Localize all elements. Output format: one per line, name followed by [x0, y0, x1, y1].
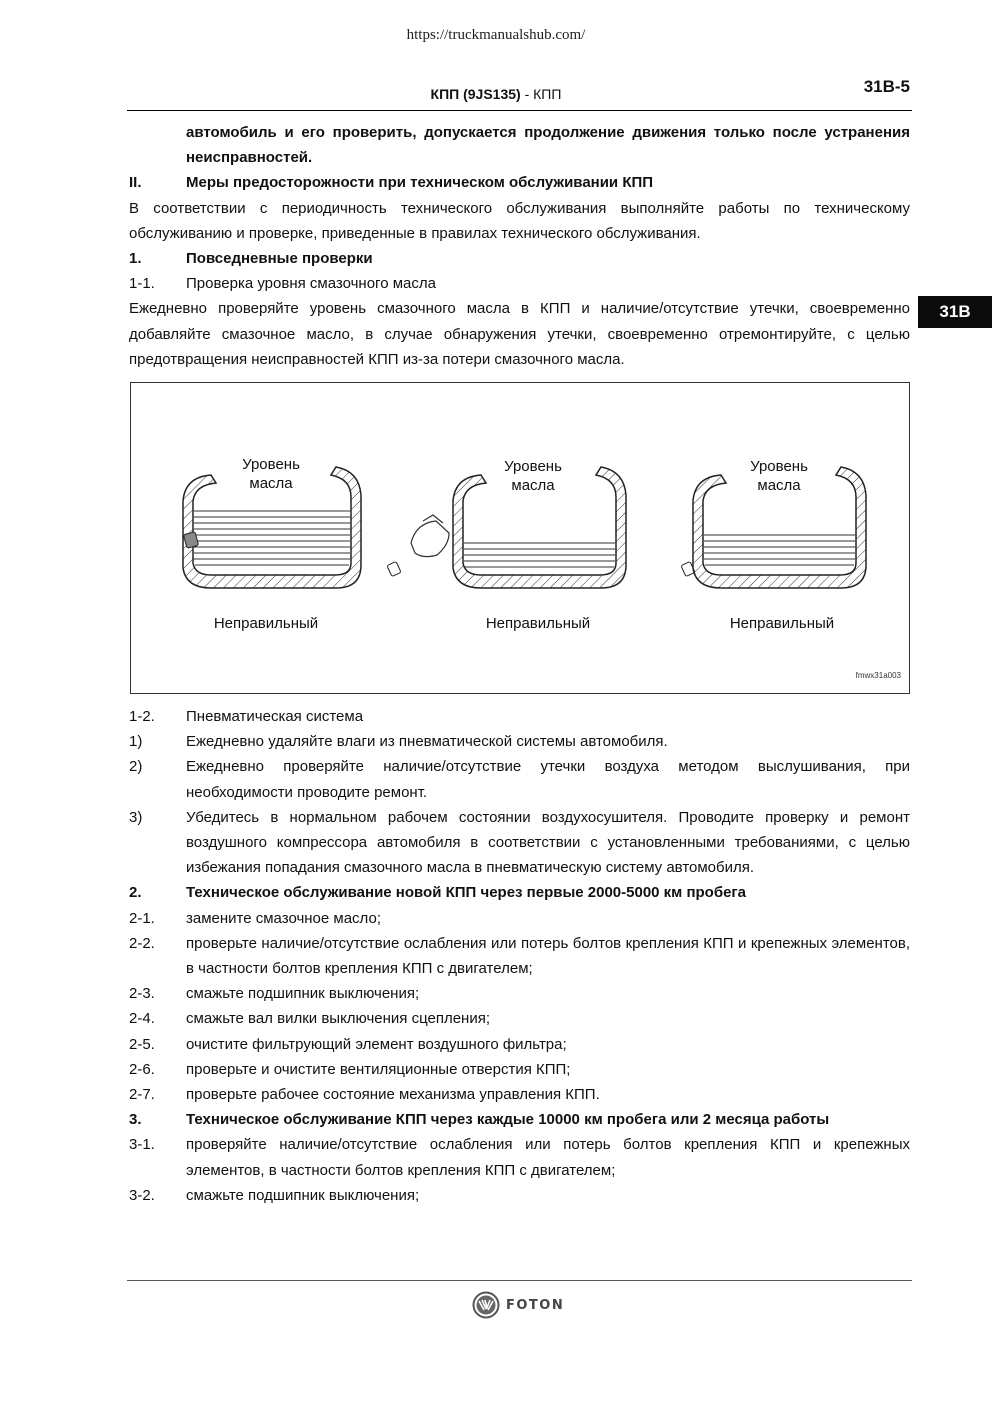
section-heading: [129, 170, 910, 195]
list-item-text: Убедитесь в нормальном рабочем состоянии воздухосушителя. Проводите проверку и ремонт воздушного компрессора автомобиля в соответствии с установленными требованиями, с целью избежания попадания смазочного масла в пневматическую систему автомобиля.: [186, 808, 910, 877]
section-title: Меры предосторожности при техническом обслуживании КПП: [186, 174, 654, 192]
list-item: [129, 754, 910, 804]
label-line-1: Уровень: [504, 458, 562, 476]
list-item-number: 3-1.: [129, 1136, 155, 1154]
item-number: 1-2.: [129, 708, 155, 726]
header-divider: [127, 110, 912, 111]
list-item-text: проверяйте наличие/отсутствие ослабления или потерь болтов крепления КПП и крепежных элементов, в частности болтов крепления КПП с двигателем;: [186, 1136, 910, 1179]
list-item-number: 1): [129, 733, 143, 751]
list-item-number: 3): [129, 808, 143, 826]
panel-caption-3: Неправильный: [729, 615, 835, 633]
oil-level-illustration: [131, 383, 909, 693]
item-heading: [129, 271, 910, 296]
subsection-heading: [129, 1107, 910, 1132]
list-item-text: очистите фильтрующий элемент воздушного фильтра;: [186, 1035, 567, 1053]
continued-text: автомобиль и его проверить, допускается продолжение движения только после устранения неисправностей.: [186, 124, 910, 167]
list-item-number: 3-2.: [129, 1186, 155, 1204]
label-line-2: масла: [511, 477, 555, 495]
figure-code: fmwx31a003: [855, 670, 901, 680]
list-item: [129, 1032, 910, 1057]
list-item-number: 2-1.: [129, 909, 155, 927]
continued-text-row: [129, 120, 910, 170]
foton-emblem-icon: [472, 1291, 500, 1319]
list-item: [129, 981, 910, 1006]
label-line-1: Уровень: [750, 458, 808, 476]
list-item: [129, 1132, 910, 1182]
list-item-number: 2-2.: [129, 934, 155, 952]
item-title: Проверка уровня смазочного масла: [186, 275, 436, 293]
list-item-text: смажьте вал вилки выключения сцепления;: [186, 1010, 491, 1028]
subsection-number: 2.: [129, 884, 142, 902]
oil-level-label-1: [221, 455, 321, 493]
list-item-number: 2-4.: [129, 1010, 155, 1028]
list-item-number: 2): [129, 758, 143, 776]
list-item: [129, 1057, 910, 1082]
header-title-rest: - КПП: [520, 86, 562, 102]
page-number: 31B-5: [863, 77, 910, 96]
list-item-number: 2-7.: [129, 1086, 155, 1104]
item-heading: [129, 704, 910, 729]
source-url[interactable]: https://truckmanualshub.com/: [406, 27, 586, 43]
list-item: [129, 1006, 910, 1031]
section-paragraph: В соответствии с периодичность технического обслуживания выполняйте работы по техническому обслуживанию и проверке, приведенные в правилах технического обслуживания.: [129, 199, 910, 242]
subsection-heading: [129, 880, 910, 905]
header-title-bold: КПП (9JS135): [430, 86, 521, 102]
item-title: Пневматическая система: [186, 708, 364, 726]
subsection-number: 3.: [129, 1111, 142, 1129]
section-number: II.: [129, 174, 142, 192]
foton-logo: [472, 1290, 564, 1320]
list-item-text: смажьте подшипник выключения;: [186, 1186, 420, 1204]
panel-caption-1: Неправильный: [213, 615, 319, 633]
list-item-text: проверьте рабочее состояние механизма управления КПП.: [186, 1086, 600, 1104]
list-item-text: замените смазочное масло;: [186, 909, 381, 927]
list-item: [129, 931, 910, 981]
subsection-heading: [129, 246, 910, 271]
list-item: [129, 906, 910, 931]
oil-level-figure: [130, 382, 910, 694]
subsection-title: Повседневные проверки: [186, 250, 373, 268]
list-item-text: Ежедневно проверяйте наличие/отсутствие утечки воздуха методом выслушивания, при необходимости проводите ремонт.: [186, 758, 910, 801]
list-item: [129, 1183, 910, 1208]
list-item: [129, 1082, 910, 1107]
oil-level-label-3: [729, 457, 829, 495]
section-tab: 31B: [918, 296, 992, 328]
item-number: 1-1.: [129, 275, 155, 293]
panel-caption-2: Неправильный: [485, 615, 591, 633]
oil-check-paragraph: Ежедневно проверяйте уровень смазочного масла в КПП и наличие/отсутствие утечки, своевременно добавляйте смазочное масло, в случае обнаружения утечки, своевременно отремонтируйте, с целью предотвращения неисправностей КПП из-за потери смазочного масла.: [129, 300, 910, 368]
label-line-2: масла: [249, 475, 293, 493]
label-line-1: Уровень: [242, 456, 300, 474]
page-content: [129, 120, 910, 1208]
brand-name: FOTON: [506, 1297, 565, 1313]
list-item-number: 2-5.: [129, 1035, 155, 1053]
list-item-text: смажьте подшипник выключения;: [186, 985, 420, 1003]
list-item-text: проверьте и очистите вентиляционные отверстия КПП;: [186, 1060, 571, 1078]
oil-level-label-2: [483, 457, 583, 495]
list-item-number: 2-6.: [129, 1060, 155, 1078]
list-item-text: проверьте наличие/отсутствие ослабления или потерь болтов крепления КПП и крепежных элементов, в частности болтов крепления КПП с двигателем;: [186, 934, 910, 978]
list-item: [129, 805, 910, 881]
list-item: [129, 729, 910, 754]
footer-divider: [127, 1280, 912, 1281]
subsection-number: 1.: [129, 250, 142, 268]
label-line-2: масла: [757, 477, 801, 495]
list-item-number: 2-3.: [129, 985, 155, 1003]
list-item-text: Ежедневно удаляйте влаги из пневматической системы автомобиля.: [186, 733, 668, 751]
subsection-title: Техническое обслуживание новой КПП через первые 2000-5000 км пробега: [186, 884, 747, 902]
subsection-title: Техническое обслуживание КПП через каждые 10000 км пробега или 2 месяца работы: [186, 1111, 830, 1129]
